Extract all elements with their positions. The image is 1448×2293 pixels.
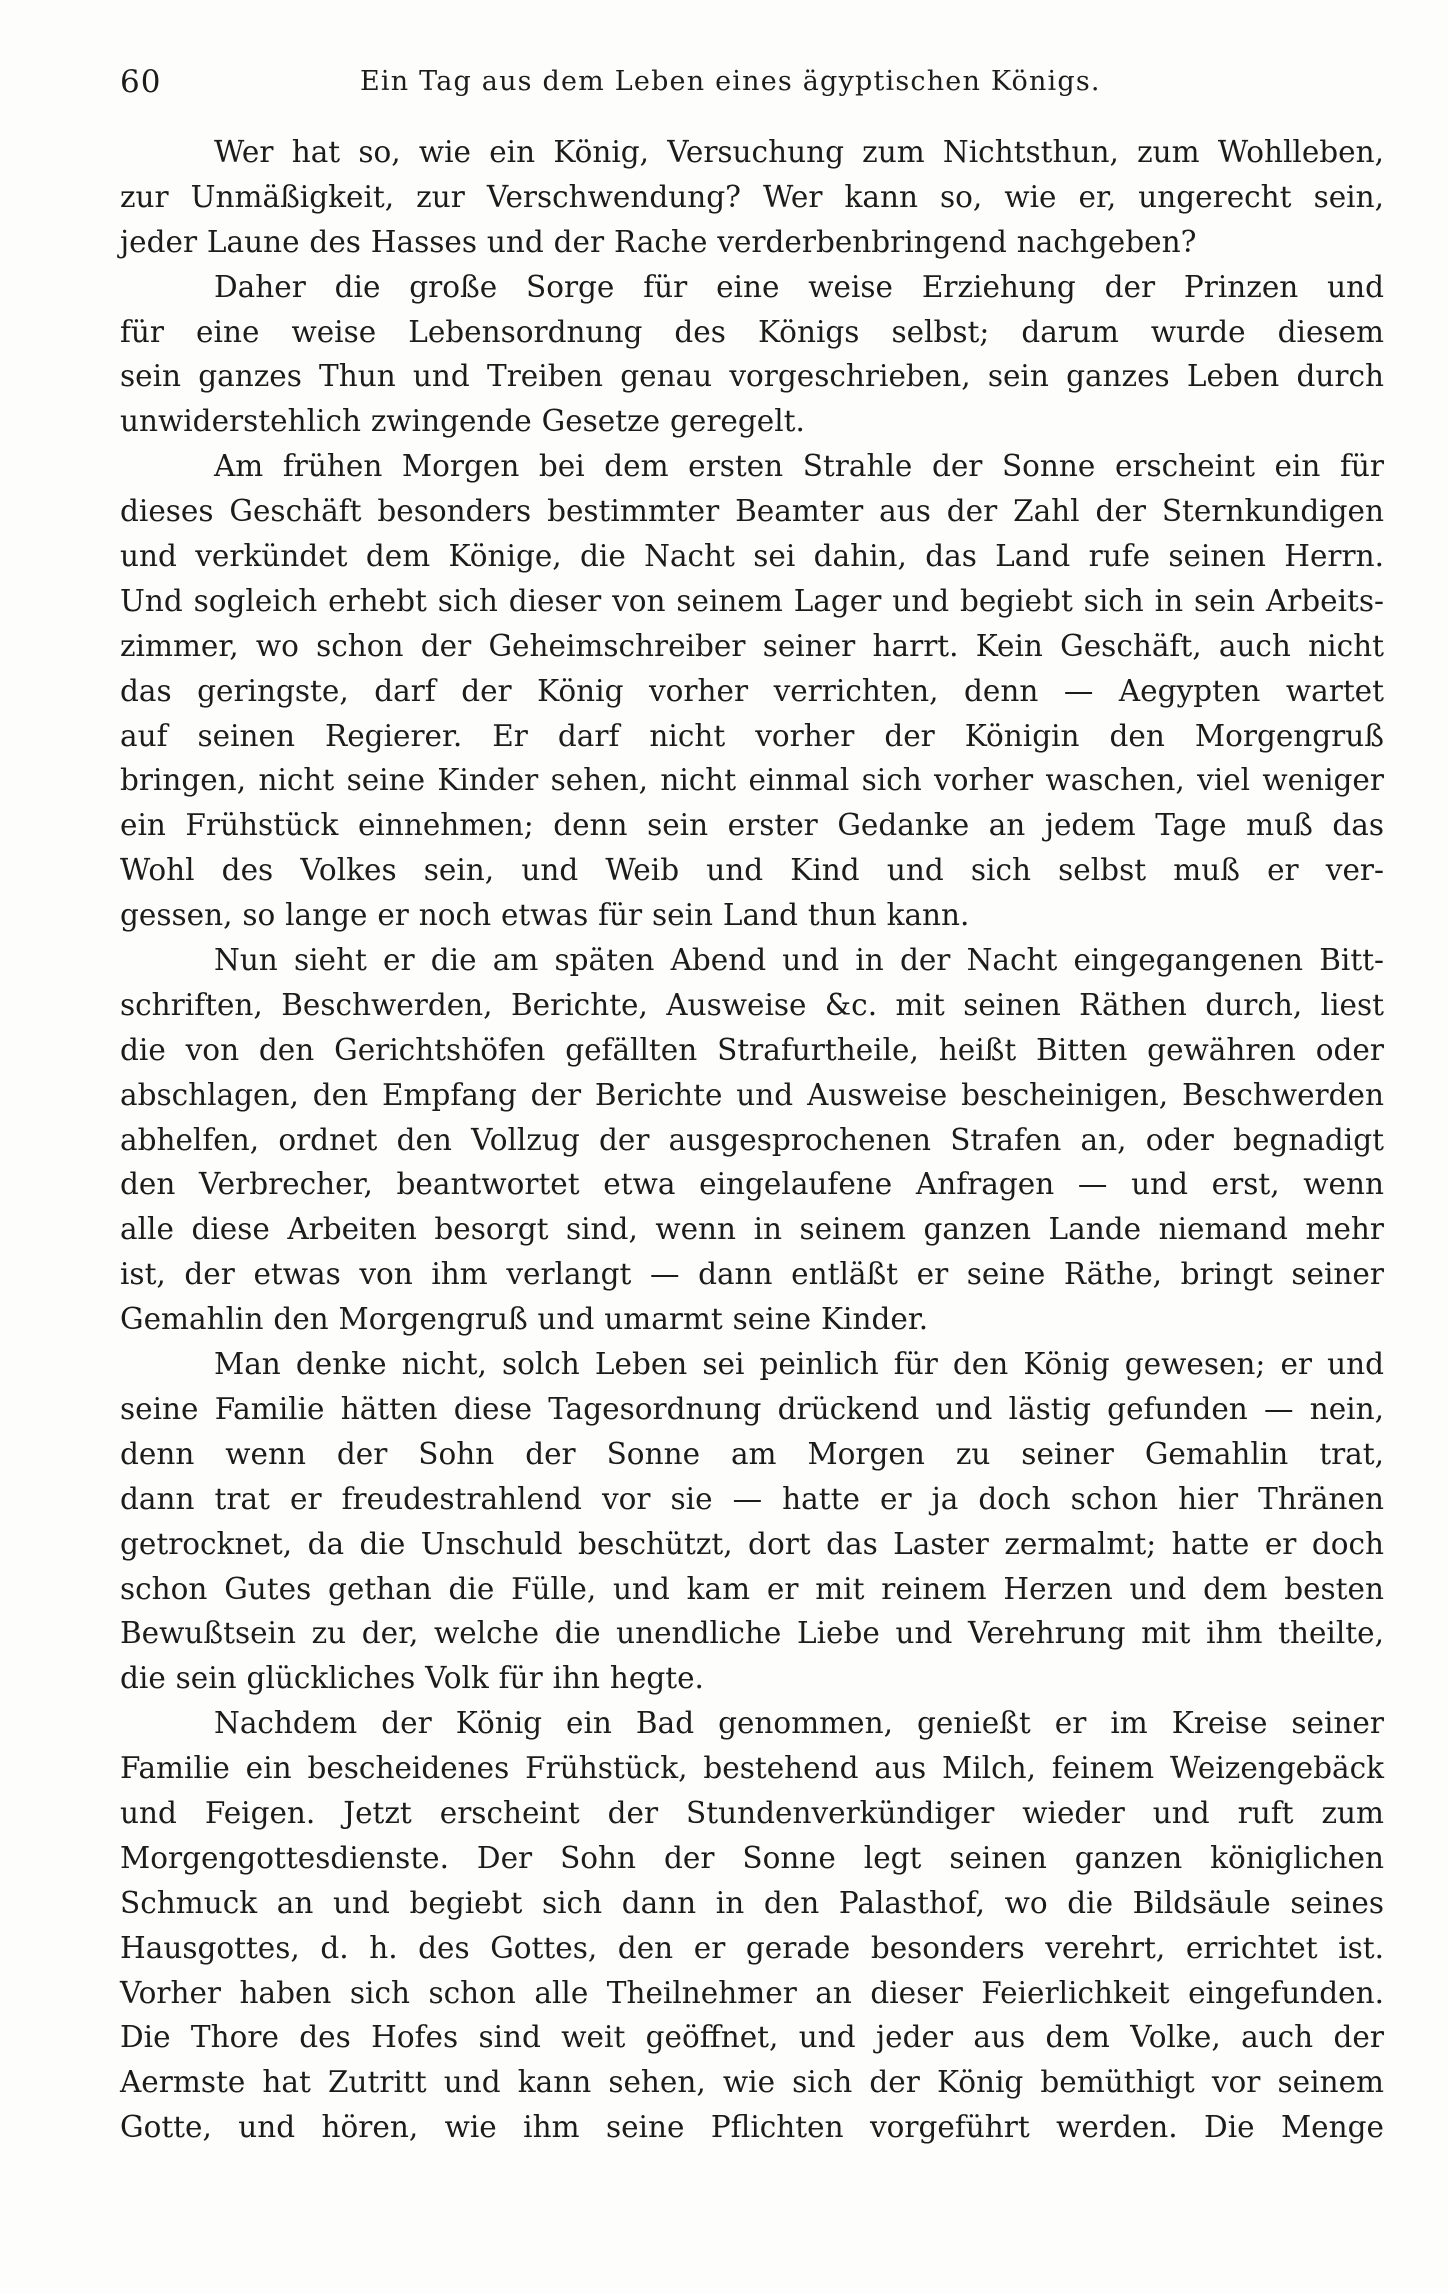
page-header: [120, 60, 1384, 110]
text-line: für eine weise Lebensordnung des Königs selbst; darum wurde diesem: [120, 314, 1384, 349]
text-line: dieses Geschäft besonders bestimmter Beamter aus der Zahl der Sternkundigen: [120, 494, 1384, 529]
text-line: Die Thore des Hofes sind weit geöffnet, und jeder aus dem Volke, auch der: [120, 2020, 1384, 2055]
text-line: getrocknet, da die Unschuld beschützt, dort das Laster zermalmt; hatte er doch: [120, 1526, 1384, 1561]
paragraph: [120, 265, 1384, 445]
page-number: 60: [120, 64, 162, 100]
text-line: ein Frühstück einnehmen; denn sein erster Gedanke an jedem Tage muß das: [120, 808, 1384, 843]
text-line: ist, der etwas von ihm verlangt — dann entläßt er seine Räthe, bringt seiner: [120, 1257, 1384, 1292]
text-line: Schmuck an und begiebt sich dann in den Palasthof, wo die Bildsäule seines: [120, 1885, 1384, 1920]
text-line: bringen, nicht seine Kinder sehen, nicht einmal sich vorher waschen, viel weniger: [120, 763, 1384, 798]
text-line: Bewußtsein zu der, welche die unendliche Liebe und Verehrung mit ihm theilte,: [120, 1616, 1384, 1651]
text-line: das geringste, darf der König vorher verrichten, denn — Aegypten wartet: [120, 673, 1384, 708]
paragraph: [120, 1342, 1384, 1701]
paragraph: [120, 1701, 1384, 2150]
text-line: Aermste hat Zutritt und kann sehen, wie sich der König bemüthigt vor seinem: [120, 2065, 1384, 2100]
text-line: seine Familie hätten diese Tagesordnung drückend und lästig gefunden — nein,: [120, 1391, 1384, 1426]
text-line: Morgengottesdienste. Der Sohn der Sonne legt seinen ganzen königlichen: [120, 1840, 1384, 1875]
text-line: Daher die große Sorge für eine weise Erziehung der Prinzen und: [214, 269, 1384, 304]
text-line: schon Gutes gethan die Fülle, und kam er mit reinem Herzen und dem besten: [120, 1571, 1384, 1606]
text-line: zur Unmäßigkeit, zur Verschwendung? Wer kann so, wie er, ungerecht sein,: [120, 179, 1384, 214]
body-text: [120, 130, 1384, 2150]
text-line: Nachdem der König ein Bad genommen, genießt er im Kreise seiner: [214, 1706, 1384, 1741]
running-head: Ein Tag aus dem Leben eines ägyptischen Königs.: [360, 66, 1101, 97]
text-line: unwiderstehlich zwingende Gesetze geregelt.: [120, 404, 805, 439]
text-line: Und sogleich erhebt sich dieser von seinem Lager und begiebt sich in sein Arbeits-: [120, 583, 1384, 618]
text-line: die von den Gerichtshöfen gefällten Strafurtheile, heißt Bitten gewähren oder: [120, 1032, 1384, 1067]
text-line: jeder Laune des Hasses und der Rache verderbenbringend nachgeben?: [120, 224, 1197, 259]
text-line: Vorher haben sich schon alle Theilnehmer an dieser Feierlichkeit eingefunden.: [120, 1975, 1384, 2010]
text-line: Wer hat so, wie ein König, Versuchung zum Nichtsthun, zum Wohlleben,: [214, 135, 1384, 169]
text-line: Familie ein bescheidenes Frühstück, bestehend aus Milch, feinem Weizengebäck: [120, 1751, 1384, 1786]
text-line: die sein glückliches Volk für ihn hegte.: [120, 1661, 704, 1696]
text-line: auf seinen Regierer. Er darf nicht vorher der Königin den Morgengruß: [120, 718, 1384, 753]
text-line: und verkündet dem Könige, die Nacht sei dahin, das Land rufe seinen Herrn.: [120, 539, 1384, 574]
text-line: Gotte, und hören, wie ihm seine Pflichten vorgeführt werden. Die Menge: [120, 2110, 1384, 2145]
text-line: Wohl des Volkes sein, und Weib und Kind und sich selbst muß er ver-: [120, 853, 1384, 888]
text-line: denn wenn der Sohn der Sonne am Morgen zu seiner Gemahlin trat,: [120, 1436, 1384, 1471]
text-line: abschlagen, den Empfang der Berichte und Ausweise bescheinigen, Beschwerden: [120, 1077, 1384, 1112]
text-line: Gemahlin den Morgengruß und umarmt seine Kinder.: [120, 1302, 929, 1337]
text-line: Hausgottes, d. h. des Gottes, den er gerade besonders verehrt, errichtet ist.: [120, 1930, 1384, 1965]
text-line: Man denke nicht, solch Leben sei peinlich für den König gewesen; er und: [214, 1347, 1384, 1382]
paragraph: [120, 444, 1384, 938]
text-line: den Verbrecher, beantwortet etwa eingelaufene Anfragen — und erst, wenn: [120, 1167, 1384, 1202]
paragraph: [120, 938, 1384, 1342]
paragraph: [120, 130, 1384, 265]
text-line: alle diese Arbeiten besorgt sind, wenn in seinem ganzen Lande niemand mehr: [120, 1212, 1384, 1247]
text-line: Am frühen Morgen bei dem ersten Strahle der Sonne erscheint ein für: [214, 449, 1384, 484]
text-line: schriften, Beschwerden, Berichte, Ausweise &c. mit seinen Räthen durch, liest: [120, 987, 1384, 1022]
text-line: Nun sieht er die am späten Abend und in der Nacht eingegangenen Bitt-: [214, 943, 1384, 978]
text-line: zimmer, wo schon der Geheimschreiber seiner harrt. Kein Geschäft, auch nicht: [120, 628, 1384, 663]
text-line: sein ganzes Thun und Treiben genau vorgeschrieben, sein ganzes Leben durch: [120, 359, 1384, 394]
text-line: gessen, so lange er noch etwas für sein Land thun kann.: [120, 898, 970, 933]
text-line: dann trat er freudestrahlend vor sie — hatte er ja doch schon hier Thränen: [120, 1481, 1384, 1516]
text-line: abhelfen, ordnet den Vollzug der ausgesprochenen Strafen an, oder begnadigt: [120, 1122, 1384, 1157]
text-line: und Feigen. Jetzt erscheint der Stundenverkündiger wieder und ruft zum: [120, 1795, 1384, 1830]
